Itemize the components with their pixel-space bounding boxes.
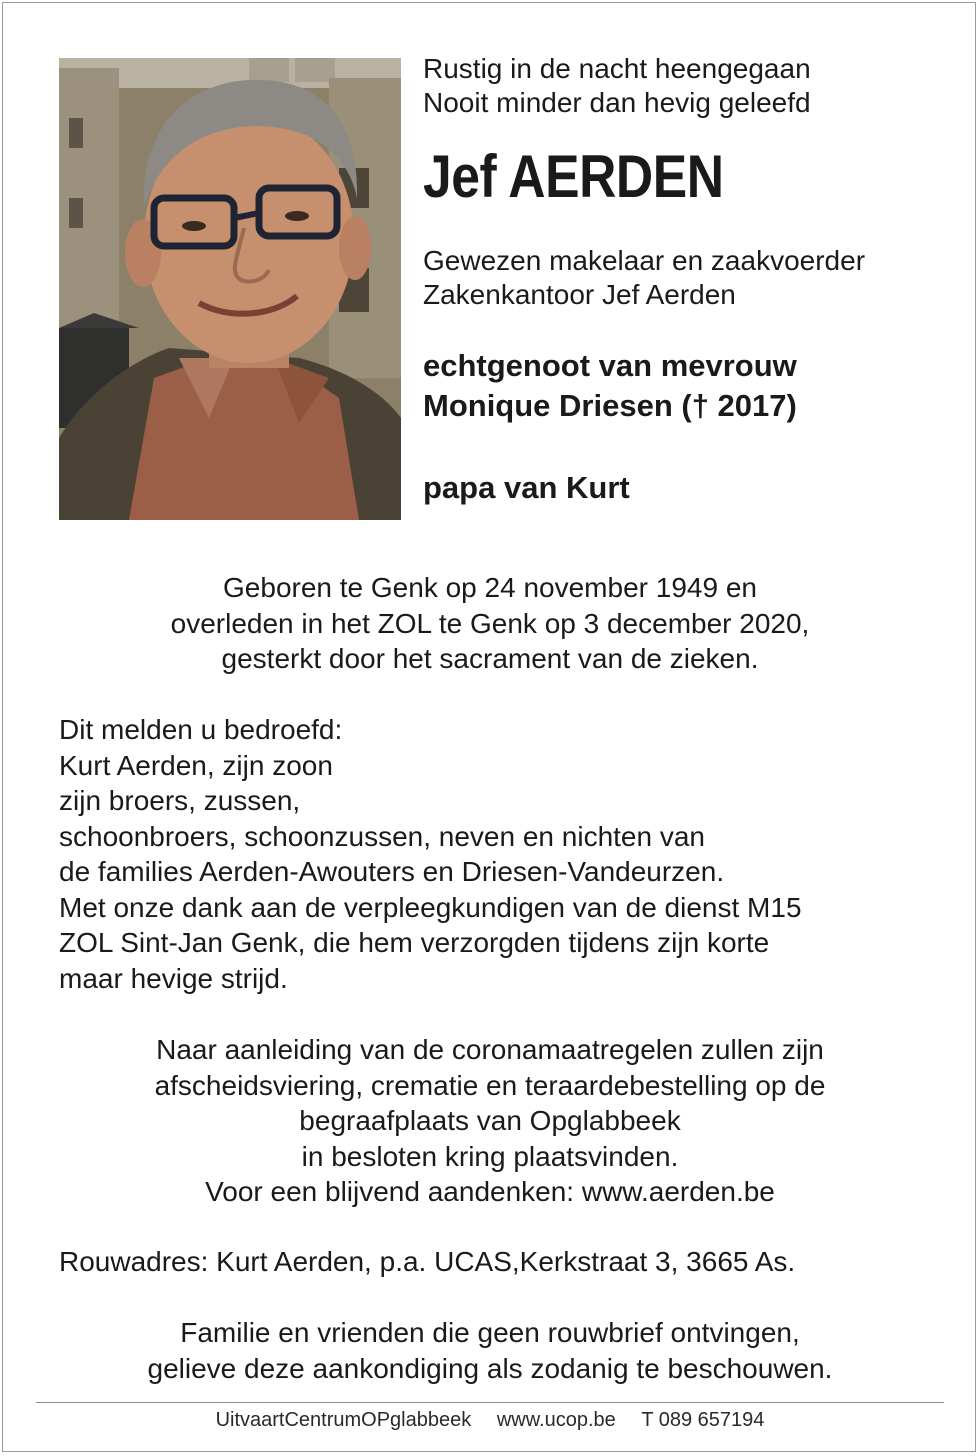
deceased-name: Jef AERDEN [423, 143, 724, 210]
family-block [59, 712, 949, 996]
birth-death-block [40, 570, 940, 677]
family-line: Dit melden u bedroefd: [59, 714, 343, 745]
ceremony-line: afscheidsviering, crematie en teraardebestelling op de [154, 1069, 826, 1101]
family-line: de families Aerden-Awouters en Driesen-Vandeurzen. [59, 856, 725, 887]
spouse-line: Monique Driesen († 2017) [423, 388, 797, 423]
family-line: zijn broers, zussen, [59, 785, 301, 816]
address-block [59, 1244, 949, 1280]
mourning-address: Rouwadres: Kurt Aerden, p.a. UCAS,Kerkstraat 3, 3665 As. [59, 1246, 796, 1277]
closing-block [40, 1315, 940, 1386]
child: papa van Kurt [423, 470, 630, 505]
ceremony-block [40, 1032, 940, 1210]
motto [423, 52, 953, 120]
motto-line: Nooit minder dan hevig geleefd [423, 87, 811, 118]
birth-line: gesterkt door het sacrament van de zieken. [221, 643, 759, 674]
footer-company: UitvaartCentrumOPglabbeek [215, 1409, 472, 1431]
family-line: maar hevige strijd. [59, 962, 288, 994]
ceremony-line: begraafplaats van Opglabbeek [299, 1105, 681, 1136]
spouse [423, 346, 953, 426]
header-block [423, 52, 953, 508]
family-line: Kurt Aerden, zijn zoon [59, 749, 333, 781]
closing-line: Familie en vrienden die geen rouwbrief ontvingen, [180, 1317, 800, 1348]
footer-website[interactable]: www.ucop.be [496, 1409, 616, 1431]
family-line: Met onze dank aan de verpleegkundigen van de dienst M15 [59, 891, 802, 923]
footer-phone: T 089 657194 [641, 1409, 765, 1431]
closing-line: gelieve deze aankondiging als zodanig te beschouwen. [147, 1352, 833, 1384]
spouse-line: echtgenoot van mevrouw [423, 348, 797, 383]
occupation [423, 244, 953, 312]
footer-divider [36, 1402, 944, 1403]
ceremony-line: Voor een blijvend aandenken: www.aerden.be [205, 1176, 775, 1207]
ceremony-line: in besloten kring plaatsvinden. [301, 1140, 679, 1172]
family-line: ZOL Sint-Jan Genk, die hem verzorgden tijdens zijn korte [59, 927, 770, 958]
occupation-line: Zakenkantoor Jef Aerden [423, 279, 736, 310]
birth-line: Geboren te Genk op 24 november 1949 en [223, 572, 757, 603]
birth-line: overleden in het ZOL te Genk op 3 december 2020, [170, 607, 810, 639]
motto-line: Rustig in de nacht heengegaan [423, 53, 811, 84]
portrait-photo [59, 58, 401, 520]
ceremony-line: Naar aanleiding van de coronamaatregelen zullen zijn [156, 1034, 824, 1065]
occupation-line: Gewezen makelaar en zaakvoerder [423, 245, 866, 276]
family-line: schoonbroers, schoonzussen, neven en nichten van [59, 820, 705, 852]
footer [0, 1405, 980, 1435]
